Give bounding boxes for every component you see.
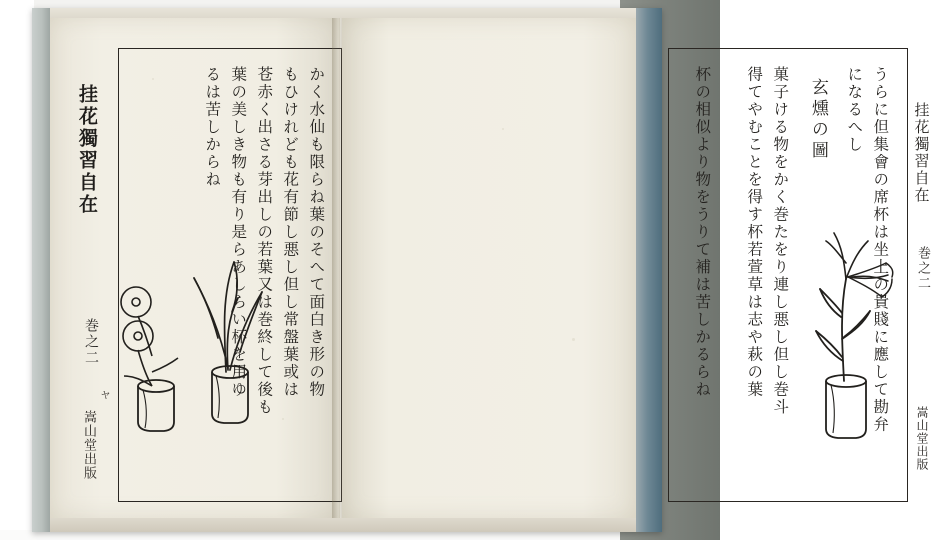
- right-column-4: 得てやむことを得す杯若萱草は志や萩の葉: [745, 66, 764, 399]
- right-column-5: 杯の相似より物をうりて補は苦しかるらね: [693, 66, 712, 399]
- open-book: [32, 8, 931, 532]
- left-column-3: 苍赤く出さる芽出しの若葉又は巻終して後も: [255, 66, 274, 416]
- right-column-2: になるへし: [845, 66, 864, 154]
- blossoms-in-vase-illustration: [108, 280, 218, 440]
- paper-speckle: [282, 418, 284, 420]
- left-column-2: もひけれども花有節し悪し但し常盤葉或は: [281, 66, 300, 399]
- left-column-4: 葉の美しき物も有り是らあしらい杯を用ゆ: [229, 66, 248, 399]
- left-cover-edge: [32, 8, 50, 532]
- volume-label: 巻之二: [83, 318, 98, 366]
- left-column-1: かく水仙も限らね葉のそへて面白き形の物: [307, 66, 326, 399]
- left-column-5: るは苦しからね: [203, 66, 222, 189]
- right-heading: 玄燻の圖: [807, 78, 828, 162]
- right-edge-volume: 巻之二: [916, 246, 931, 291]
- paper-speckle: [502, 128, 504, 130]
- right-page: [342, 18, 931, 518]
- left-publisher-mark: 嵩山堂出版: [82, 410, 97, 480]
- leaf-stack-bottom: [50, 518, 636, 532]
- right-edge-title: 挂花獨習自在: [912, 102, 929, 204]
- lily-in-vase-illustration: [782, 193, 912, 443]
- right-publisher-mark: 嵩山堂出版: [915, 406, 929, 471]
- right-cover-spine: [636, 8, 662, 532]
- right-column-3: 菓子ける物をかく巻たをり連し悪し但し巻斗: [771, 66, 790, 416]
- paper-speckle: [572, 338, 575, 341]
- backdrop-left: [0, 0, 34, 540]
- leaf-stack-top: [50, 8, 636, 18]
- paper-speckle: [152, 78, 154, 80]
- left-page: [50, 18, 340, 518]
- book-title: 挂花獨習自在: [75, 84, 98, 216]
- right-column-1: うらに但集會の席杯は坐上の貴賤に應して勘弁: [871, 66, 890, 434]
- kana-mark: ヤ: [98, 390, 109, 400]
